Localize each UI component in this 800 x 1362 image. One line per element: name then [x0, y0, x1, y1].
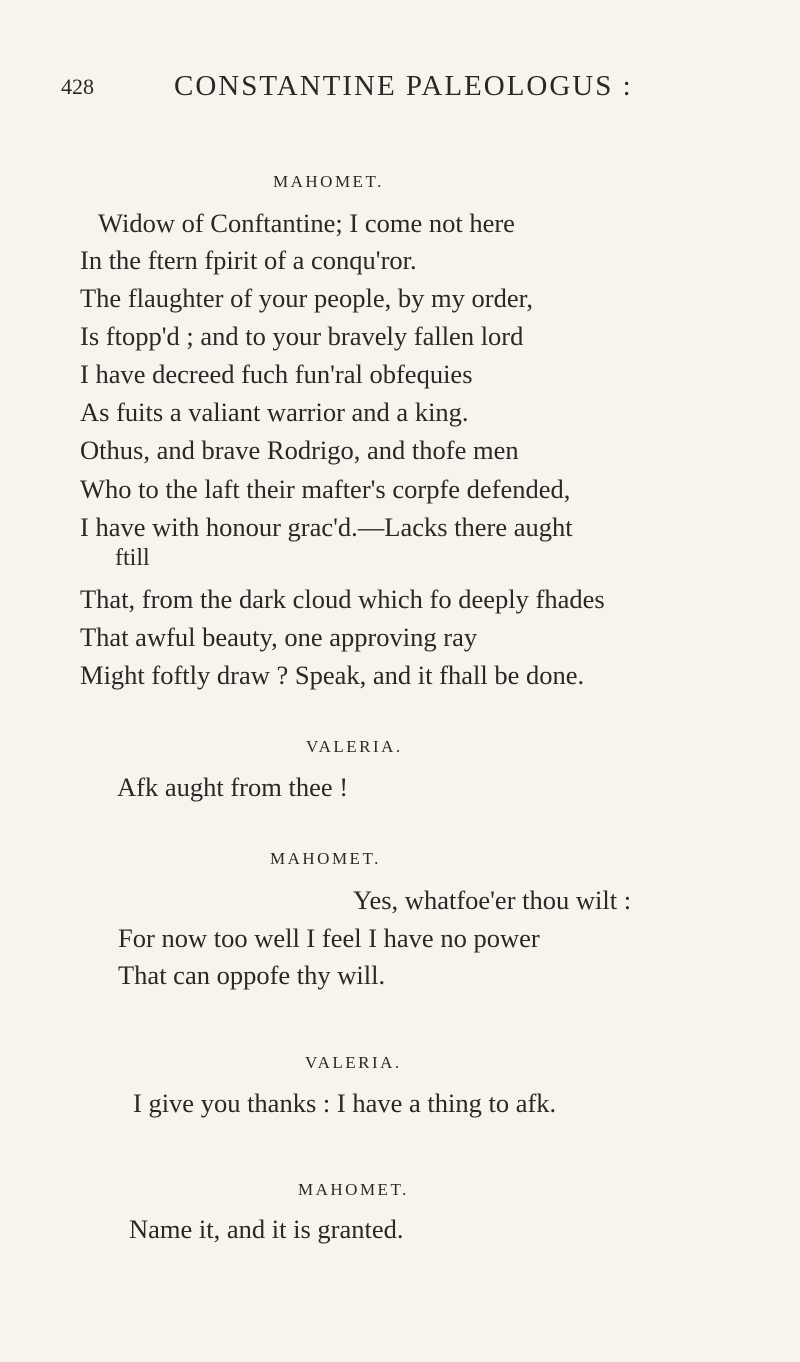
verse-line: That can oppofe thy will.: [118, 960, 386, 990]
verse-line: That awful beauty, one approving ray: [80, 622, 478, 652]
verse-line: Name it, and it is granted.: [129, 1214, 404, 1244]
verse-line: Yes, whatfoe'er thou wilt :: [353, 885, 632, 915]
verse-line: Is ftopp'd ; and to your bravely fallen lord: [80, 321, 524, 351]
verse-line: Afk aught from thee !: [117, 772, 349, 802]
verse-line: Might foftly draw ? Speak, and it fhall be done.: [80, 660, 585, 690]
speaker-name: MAHOMET.: [270, 849, 381, 868]
verse-line: The flaughter of your people, by my order,: [80, 283, 533, 313]
verse-line: That, from the dark cloud which fo deeply fhades: [80, 584, 605, 614]
verse-line: As fuits a valiant warrior and a king.: [80, 397, 469, 427]
speaker-name: VALERIA.: [305, 1053, 402, 1072]
speaker-name: VALERIA.: [306, 737, 403, 756]
verse-line-runover: ftill: [115, 545, 150, 571]
running-title: CONSTANTINE PALEOLOGUS :: [174, 70, 633, 102]
verse-line: I give you thanks : I have a thing to afk.: [133, 1088, 557, 1118]
verse-line: I have decreed fuch fun'ral obfequies: [80, 359, 473, 389]
verse-line: I have with honour grac'd.—Lacks there aught: [80, 512, 573, 542]
verse-line: In the ftern fpirit of a conqu'ror.: [80, 245, 417, 275]
page-number: 428: [61, 74, 94, 99]
verse-line: Widow of Conftantine; I come not here: [98, 208, 515, 238]
speaker-name: MAHOMET.: [298, 1180, 409, 1199]
verse-line: For now too well I feel I have no power: [118, 923, 540, 953]
verse-line: Who to the laft their mafter's corpfe defended,: [80, 474, 571, 504]
speaker-name: MAHOMET.: [273, 172, 384, 191]
page-header: [61, 68, 761, 108]
verse-line: Othus, and brave Rodrigo, and thofe men: [80, 435, 519, 465]
